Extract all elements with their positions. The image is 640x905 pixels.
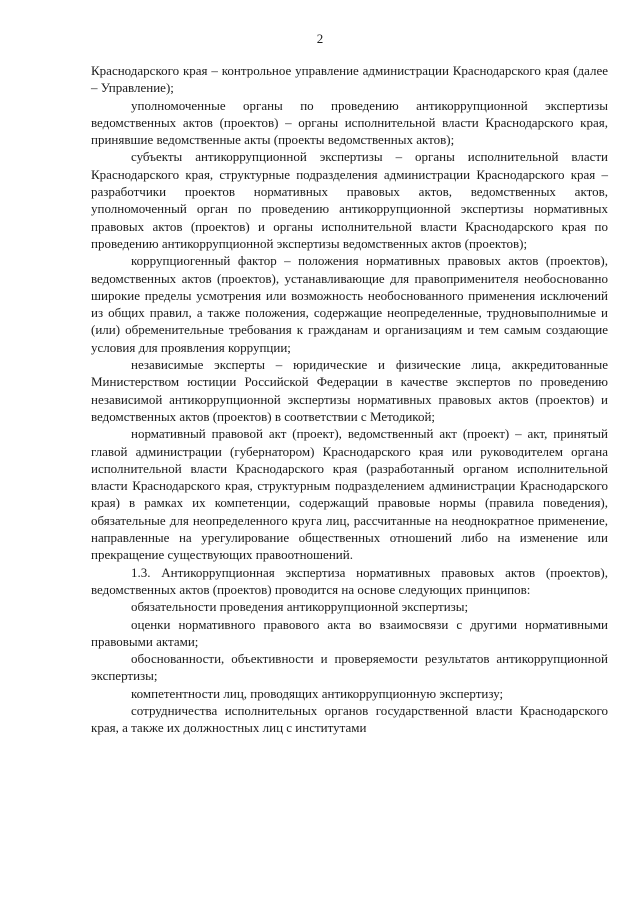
paragraph-10: обоснованности, объективности и проверяемости результатов антикоррупционной экспертизы;: [91, 651, 608, 684]
paragraph-11: компетентности лиц, проводящих антикоррупционную экспертизу;: [131, 685, 504, 701]
paragraph-4: коррупциогенный фактор – положения нормативных правовых актов (проектов), ведомственных актов (проектов), устанавливающие для правоприменителя необоснованно широкие пределы усмотрения или возможность необоснованного применения исключений из общих правил, а также положения, содержащие неопределенные, трудновыполнимые и (или) обременительные требования к гражданам и организациям и тем самым создающие условия для проявления коррупции;: [91, 253, 608, 355]
paragraph-5: независимые эксперты – юридические и физические лица, аккредитованные Министерством юстиции Российской Федерации в качестве экспертов по проведению независимой антикоррупционной экспертизы нормативных правовых актов (проектов) и ведомственных актов (проектов) в соответствии с Методикой;: [91, 357, 608, 424]
page-number: 2: [316, 31, 324, 46]
paragraph-3: субъекты антикоррупционной экспертизы – органы исполнительной власти Краснодарского края, структурные подразделения администрации Краснодарского края – разработчики проектов нормативных правовых актов, ведомственных актов, уполномоченный орган по проведению антикоррупционной экспертизы нормативных правовых актов (проектов) и органы исполнительной власти Краснодарского края по проведению антикоррупционной экспертизы ведомственных актов (проектов);: [91, 149, 608, 251]
paragraph-7: 1.3. Антикоррупционная экспертиза нормативных правовых актов (проектов), ведомственных актов (проектов) проводится на основе следующих принципов:: [91, 564, 608, 597]
paragraph-8: обязательности проведения антикоррупционной экспертизы;: [131, 599, 469, 615]
paragraph-12: сотрудничества исполнительных органов государственной власти Краснодарского края, а также их должностных лиц с институтами: [91, 702, 608, 736]
document-body: [91, 62, 608, 737]
paragraph-1: Краснодарского края – контрольное управление администрации Краснодарского края (далее – Управление);: [91, 63, 608, 96]
paragraph-9: оценки нормативного правового акта во взаимосвязи с другими нормативными правовыми актами;: [91, 616, 608, 649]
paragraph-2: уполномоченные органы по проведению антикоррупционной экспертизы ведомственных актов (проектов) – органы исполнительной власти Краснодарского края, принявшие ведомственные акты (проекты ведомственных актов);: [91, 97, 608, 148]
paragraph-6: нормативный правовой акт (проект), ведомственный акт (проект) – акт, принятый главой администрации (губернатором) Краснодарского края или руководителем органа исполнительной власти Краснодарского края (разработанный органом исполнительной власти Краснодарского края, структурным подразделением администрации Краснодарского края) в рамках их компетенции, содержащий правовые нормы (правила поведения), обязательные для неопределенного круга лиц, рассчитанные на неоднократное применение, направленные на урегулирование общественных отношений либо на изменение или прекращение существующих правоотношений.: [91, 426, 608, 563]
